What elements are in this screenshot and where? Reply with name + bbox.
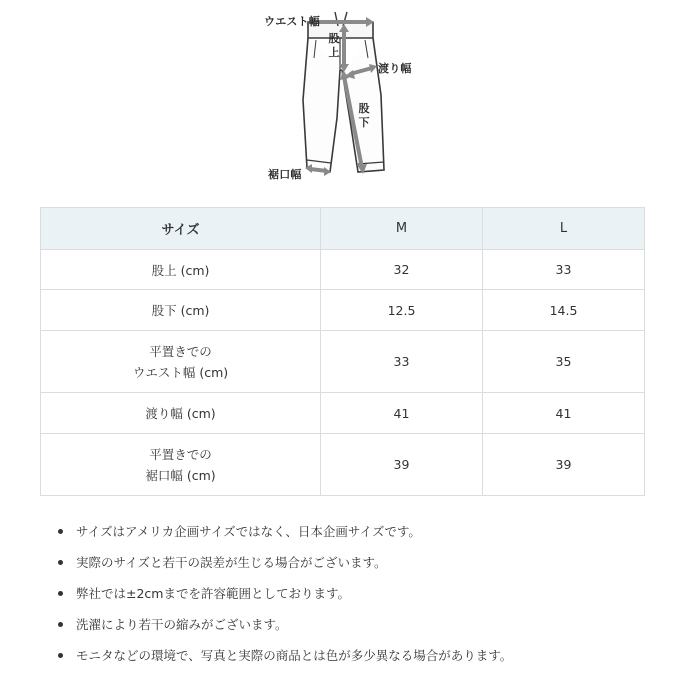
rise-label <box>327 32 341 60</box>
bullet-icon <box>58 622 63 627</box>
pants-outline-illustration <box>0 0 680 200</box>
cell-m: 32 <box>321 250 483 290</box>
header-size: サイズ <box>41 208 321 250</box>
hem-width-label: 裾口幅 <box>268 168 302 181</box>
header-l: L <box>483 208 645 250</box>
cell-m: 12.5 <box>321 290 483 331</box>
inseam-label-char-2: 下 <box>358 116 370 129</box>
bullet-icon <box>58 529 63 534</box>
list-item: 洗濯により若干の縮みがございます。 <box>58 615 512 646</box>
cell-l: 35 <box>483 331 645 393</box>
row-label: 平置きでの ウエスト幅 (cm) <box>41 331 321 393</box>
inseam-label <box>357 102 371 130</box>
row-label: 股下 (cm) <box>41 290 321 331</box>
list-item: サイズはアメリカ企画サイズではなく、日本企画サイズです。 <box>58 522 512 553</box>
pants-measurement-diagram <box>0 0 680 200</box>
row-label: 渡り幅 (cm) <box>41 393 321 434</box>
notes-list <box>58 522 512 677</box>
waist-width-label: ウエスト幅 <box>264 15 320 28</box>
table-row <box>41 290 645 331</box>
thigh-width-label: 渡り幅 <box>378 62 412 75</box>
cell-m: 39 <box>321 434 483 496</box>
cell-m: 33 <box>321 331 483 393</box>
cell-l: 39 <box>483 434 645 496</box>
table-row <box>41 250 645 290</box>
header-m: M <box>321 208 483 250</box>
table-header-row <box>41 208 645 250</box>
rise-label-char-1: 股 <box>328 32 340 45</box>
cell-l: 33 <box>483 250 645 290</box>
size-table <box>40 207 645 496</box>
bullet-icon <box>58 560 63 565</box>
list-item: 弊社では±2cmまでを許容範囲としております。 <box>58 584 512 615</box>
inseam-label-char-1: 股 <box>358 102 370 115</box>
row-label: 平置きでの 裾口幅 (cm) <box>41 434 321 496</box>
list-item: 実際のサイズと若干の誤差が生じる場合がございます。 <box>58 553 512 584</box>
rise-label-char-2: 上 <box>328 46 340 59</box>
cell-l: 14.5 <box>483 290 645 331</box>
table-row <box>41 331 645 393</box>
bullet-icon <box>58 653 63 658</box>
list-item: モニタなどの環境で、写真と実際の商品とは色が多少異なる場合があります。 <box>58 646 512 677</box>
cell-m: 41 <box>321 393 483 434</box>
table-row <box>41 434 645 496</box>
row-label: 股上 (cm) <box>41 250 321 290</box>
cell-l: 41 <box>483 393 645 434</box>
table-row <box>41 393 645 434</box>
bullet-icon <box>58 591 63 596</box>
